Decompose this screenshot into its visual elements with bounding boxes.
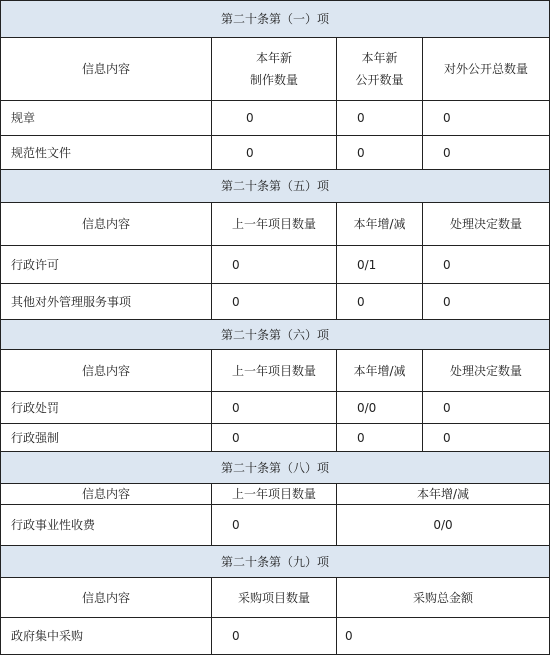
- cell-value: 0: [422, 100, 550, 136]
- section-title: 第二十条第（九）项: [0, 545, 550, 578]
- column-header-info: 信息内容: [0, 483, 212, 505]
- column-header-decisions: 处理决定数量: [422, 349, 550, 392]
- row-label: 行政事业性收费: [0, 504, 212, 546]
- column-header-new-published: 本年新 公开数量: [336, 37, 423, 101]
- section-title: 第二十条第（一）项: [0, 0, 550, 38]
- row-label: 其他对外管理服务事项: [0, 283, 212, 320]
- cell-value: 0: [422, 391, 550, 424]
- row-label: 政府集中采购: [0, 617, 212, 655]
- cell-value: 0: [422, 245, 550, 284]
- cell-value: 0/0: [336, 504, 550, 546]
- cell-value: 0/0: [336, 391, 423, 424]
- cell-value: 0: [336, 617, 550, 655]
- column-header-change: 本年增/减: [336, 483, 550, 505]
- column-header-prev-year: 上一年项目数量: [211, 483, 337, 505]
- column-header-info: 信息内容: [0, 349, 212, 392]
- row-label: 行政许可: [0, 245, 212, 284]
- cell-value: 0: [336, 135, 423, 170]
- cell-value: 0: [211, 617, 337, 655]
- cell-value: 0: [422, 283, 550, 320]
- cell-value: 0: [211, 135, 337, 170]
- cell-value: 0: [211, 283, 337, 320]
- section-title: 第二十条第（五）项: [0, 169, 550, 203]
- cell-value: 0: [211, 391, 337, 424]
- cell-value: 0: [211, 100, 337, 136]
- cell-value: 0: [336, 100, 423, 136]
- column-header-info: 信息内容: [0, 202, 212, 246]
- row-label: 行政处罚: [0, 391, 212, 424]
- column-header-change: 本年增/减: [336, 349, 423, 392]
- section-title: 第二十条第（八）项: [0, 451, 550, 484]
- cell-value: 0: [336, 423, 423, 452]
- cell-value: 0: [336, 283, 423, 320]
- row-label: 规范性文件: [0, 135, 212, 170]
- row-label: 规章: [0, 100, 212, 136]
- column-header-purchase-count: 采购项目数量: [211, 577, 337, 618]
- cell-value: 0: [211, 423, 337, 452]
- column-header-info: 信息内容: [0, 577, 212, 618]
- column-header-change: 本年增/减: [336, 202, 423, 246]
- cell-value: 0: [422, 135, 550, 170]
- column-header-total-published: 对外公开总数量: [422, 37, 550, 101]
- column-header-prev-year: 上一年项目数量: [211, 349, 337, 392]
- column-header-new-made: 本年新 制作数量: [211, 37, 337, 101]
- column-header-decisions: 处理决定数量: [422, 202, 550, 246]
- row-label: 行政强制: [0, 423, 212, 452]
- column-header-prev-year: 上一年项目数量: [211, 202, 337, 246]
- cell-value: 0/1: [336, 245, 423, 284]
- column-header-purchase-total: 采购总金额: [336, 577, 550, 618]
- cell-value: 0: [211, 245, 337, 284]
- cell-value: 0: [422, 423, 550, 452]
- cell-value: 0: [211, 504, 337, 546]
- section-title: 第二十条第（六）项: [0, 319, 550, 350]
- column-header-info: 信息内容: [0, 37, 212, 101]
